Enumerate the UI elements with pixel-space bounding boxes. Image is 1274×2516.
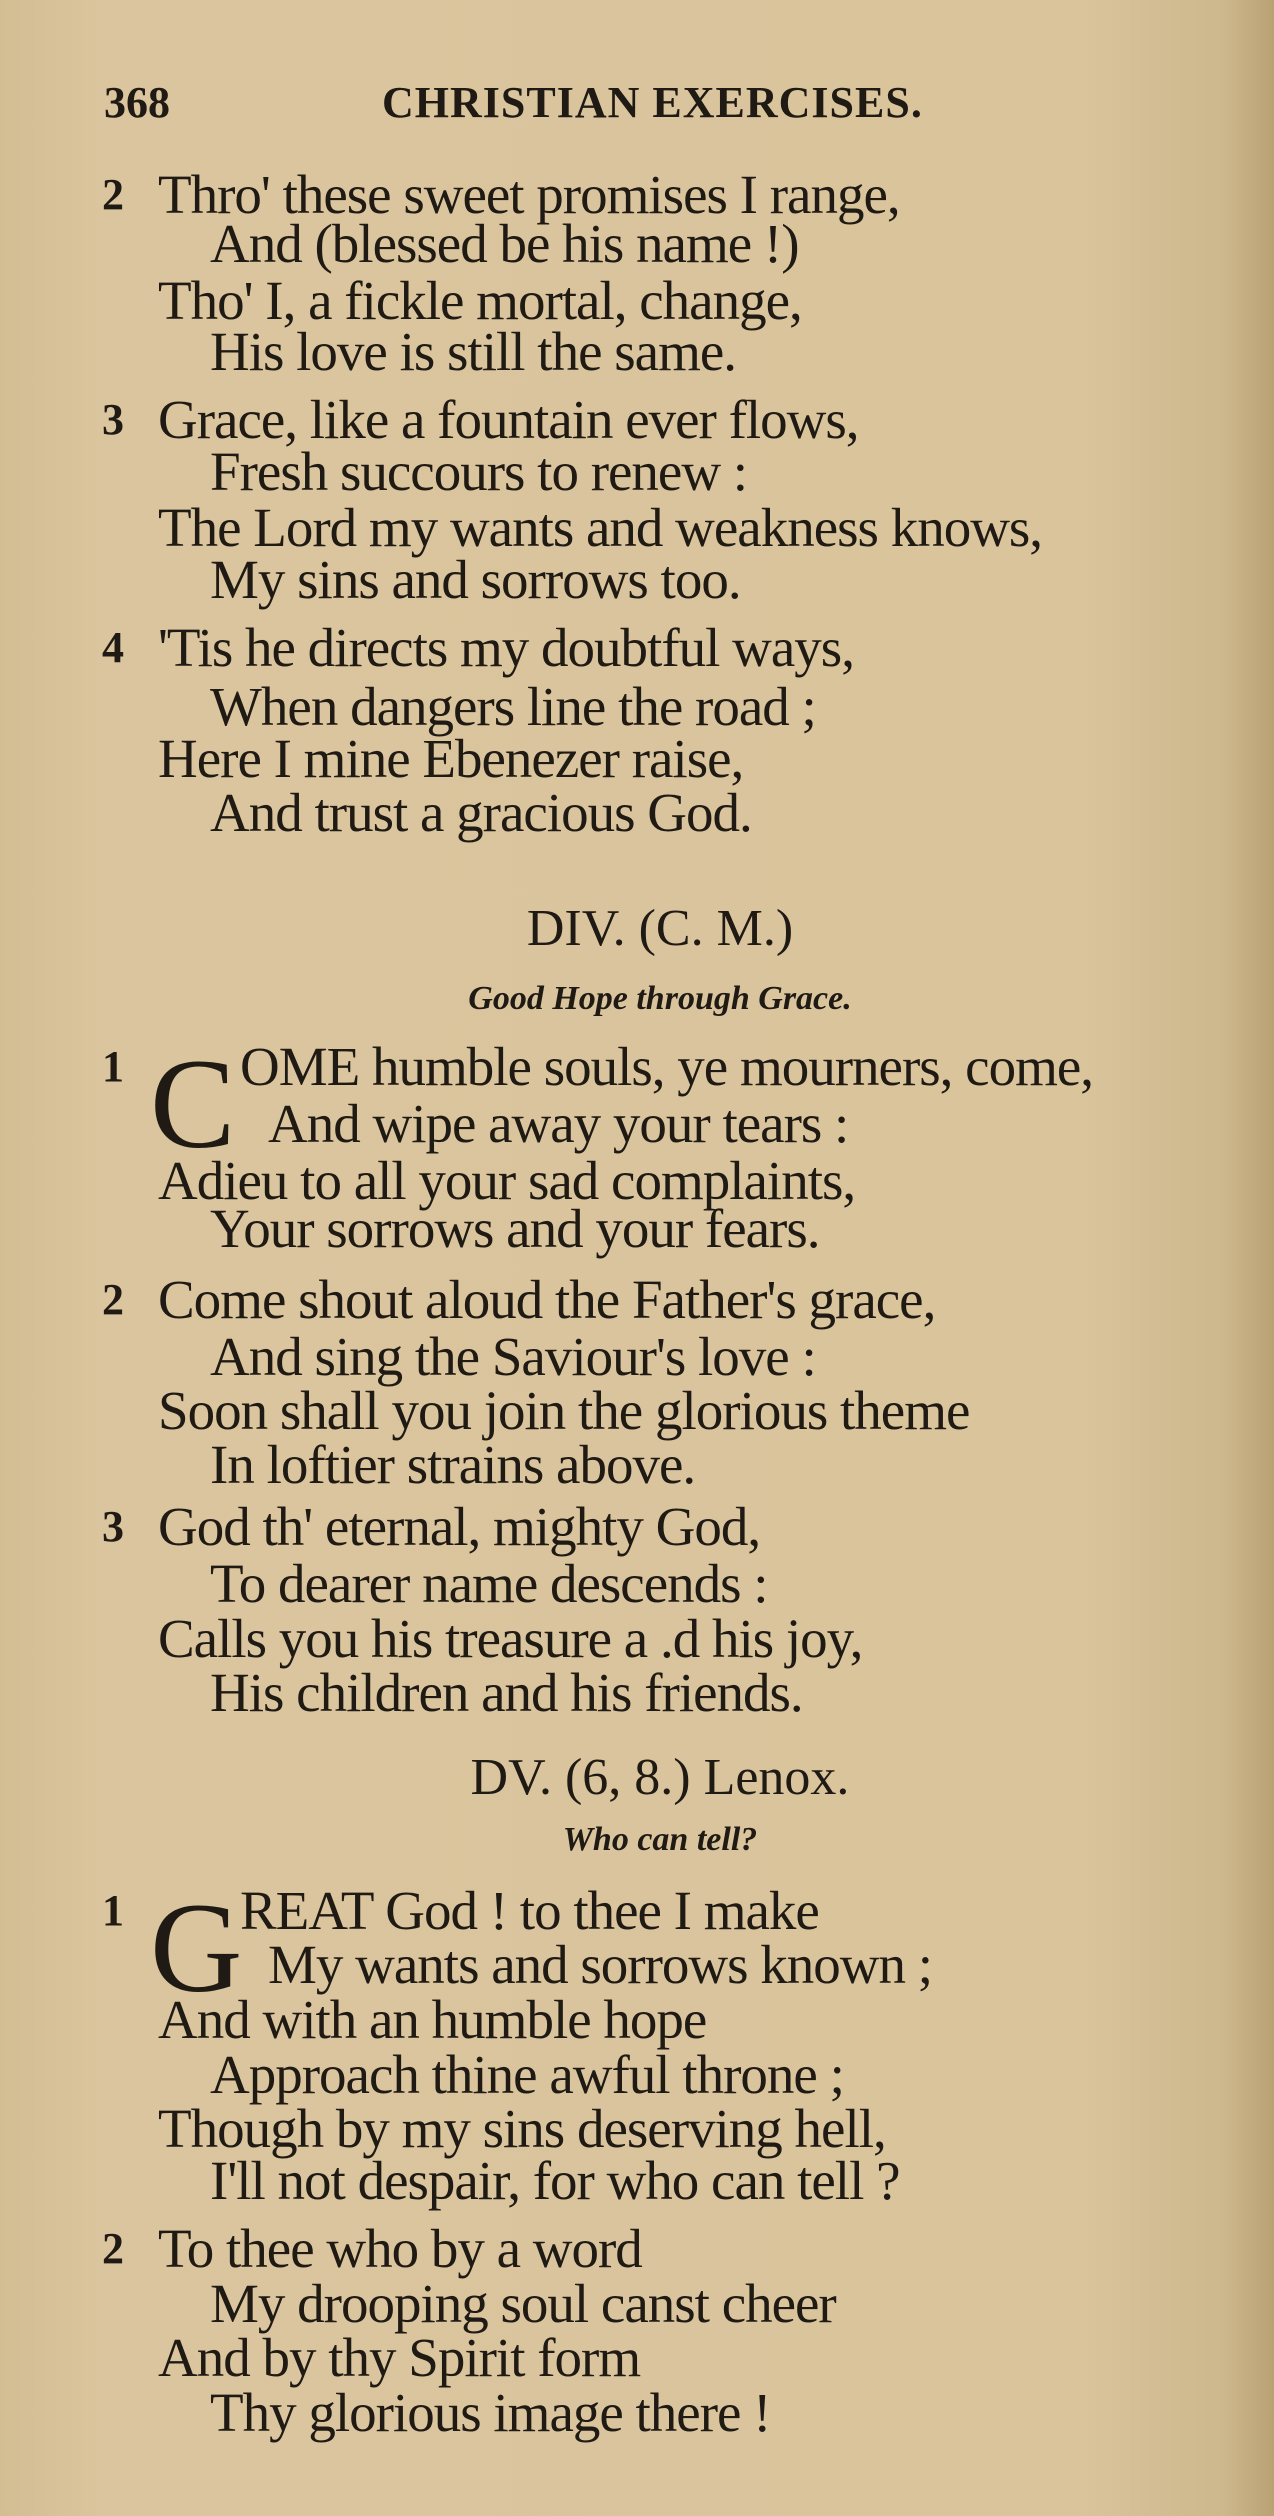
verse-line: And with an humble hope [158,1989,707,2050]
verse-line: And trust a gracious God. [210,782,752,843]
verse-line: Tho' I, a fickle mortal, change, [158,270,802,331]
verse-line: Calls you his treasure a .d his joy, [158,1608,863,1669]
verse-line: Thro' these sweet promises I range, [158,164,900,225]
verse-line: Adieu to all your sad complaints, [158,1150,856,1211]
verse-line: Come shout aloud the Father's grace, [158,1269,936,1330]
verse-line: His love is still the same. [210,321,737,382]
verse-line: And wipe away your tears : [268,1093,849,1154]
verse-line: Soon shall you join the glorious theme [158,1380,970,1441]
verse-line: And by thy Spirit form [158,2327,641,2388]
verse-line: My drooping soul canst cheer [210,2273,836,2334]
verse-line: His children and his friends. [210,1662,803,1723]
running-title: CHRISTIAN EXERCISES. [382,78,923,127]
verse-line: And (blessed be his name !) [210,213,799,274]
verse-line: The Lord my wants and weakness knows, [158,497,1043,558]
verse-line: I'll not despair, for who can tell ? [210,2150,900,2211]
verse-line: Here I mine Ebenezer raise, [158,728,744,789]
drop-cap: C [150,1033,236,1175]
verse-line: 'Tis he directs my doubtful ways, [158,617,854,678]
hymn-title: DV. (6, 8.) Lenox. [470,1749,850,1806]
stanza-number: 1 [102,1042,124,1091]
stanza-number: 3 [102,1502,124,1551]
hymn-subtitle: Who can tell? [562,1821,758,1858]
verse-line: Thy glorious image there ! [210,2382,771,2443]
stanza-number: 3 [102,395,124,444]
stanza-number: 2 [102,1275,124,1324]
stanza-number: 1 [102,1886,124,1935]
stanza-number: 4 [102,623,124,672]
verse-line: To thee who by a word [158,2218,642,2279]
verse-line: OME humble souls, ye mourners, come, [240,1036,1094,1097]
verse-line: My wants and sorrows known ; [268,1934,933,1995]
verse-line: To dearer name descends : [210,1553,768,1614]
verse-line: And sing the Saviour's love : [210,1326,816,1387]
verse-line: In loftier strains above. [210,1434,696,1495]
drop-cap: G [150,1877,243,2019]
hymn-title: DIV. (C. M.) [526,900,794,957]
verse-line: My sins and sorrows too. [210,549,741,610]
verse-line: Approach thine awful throne ; [210,2044,844,2105]
verse-line: REAT God ! to thee I make [240,1880,819,1941]
stanza-number: 2 [102,170,124,219]
verse-line: Grace, like a fountain ever flows, [158,389,859,450]
page-number: 368 [104,78,170,127]
verse-line: Though by my sins deserving hell, [158,2098,886,2159]
verse-line: God th' eternal, mighty God, [158,1496,761,1557]
verse-line: Your sorrows and your fears. [210,1198,820,1259]
verse-line: When dangers line the road ; [210,676,816,737]
hymn-subtitle: Good Hope through Grace. [468,980,852,1017]
verse-line: Fresh succours to renew : [210,441,748,502]
stanza-number: 2 [102,2224,124,2273]
